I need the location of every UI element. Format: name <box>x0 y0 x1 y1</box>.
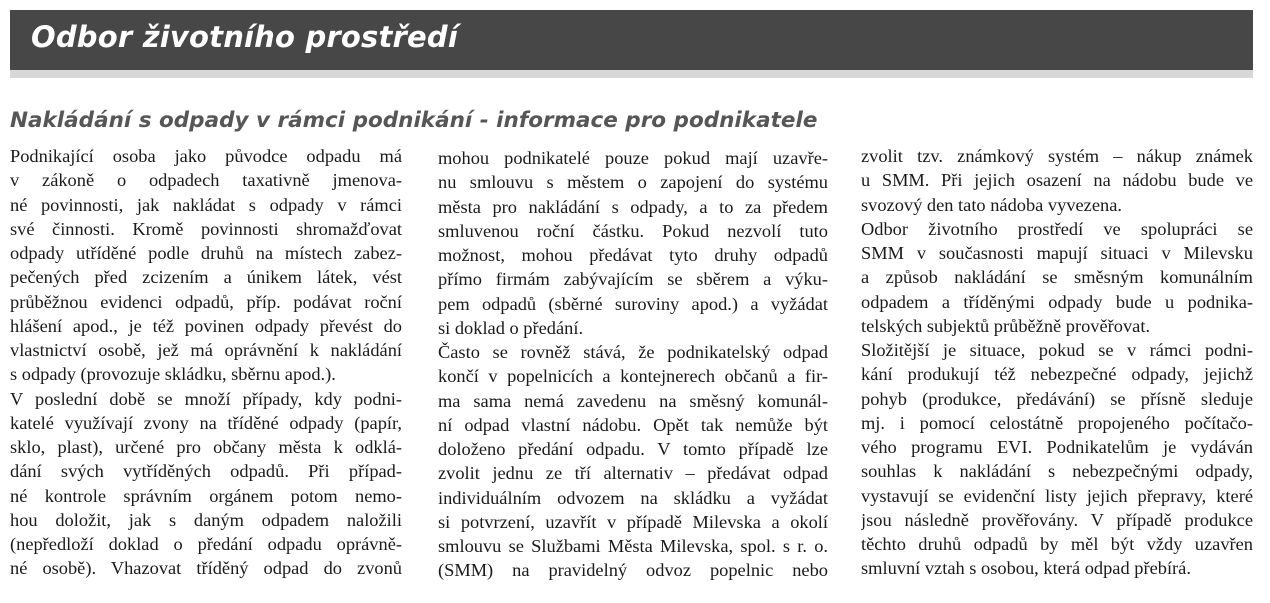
text-line: jsou následně prověřovány. V případě produkce <box>861 509 1253 530</box>
text-line: v zákoně o odpadech taxativně jmenova- <box>10 170 402 191</box>
text-line: individuálním odvozem na skládku a vyžádat <box>438 487 828 508</box>
text-line: přímo firmám zabývajícím se sběrem a výku- <box>438 269 828 290</box>
text-line: možnost, mohou předávat tyto druhy odpadů <box>438 245 828 265</box>
section-header <box>10 10 1253 78</box>
text-line: si potvrzení, uzavřít v případě Milevska a okolí <box>438 511 828 532</box>
text-line: né kontrole správním orgánem potom nemo- <box>10 485 402 506</box>
text-line: SMM v současnosti mapují situaci v Milevsku <box>861 243 1253 263</box>
text-line: odpady utříděné podle druhů na místech zabez- <box>10 243 402 263</box>
text-line: ní odpad vlastní nádobu. Opět tak nemůže být <box>438 414 828 435</box>
text-line: pečených před zcizením a únikem látek, vést <box>10 267 402 288</box>
article-title: Nakládání s odpady v rámci podnikání - informace pro podnikatele <box>10 108 818 133</box>
text-line: (SMM) na pravidelný odvoz popelnic nebo <box>438 560 828 581</box>
text-line: s odpady (provozuje skládku, sběrnu apod.). <box>10 364 336 385</box>
text-line: Odbor životního prostředí ve spolupráci se <box>861 218 1253 239</box>
text-line: smlouvu se Službami Města Milevska, spol. s r. o. <box>438 536 828 556</box>
text-line: Často se rovněž stává, že podnikatelský odpad <box>438 342 828 362</box>
text-line: pohyb (produkce, předávání) se přísně sleduje <box>861 388 1253 409</box>
text-line: zvolit tzv. známkový systém – nákup známek <box>861 146 1253 166</box>
text-line: své činnosti. Kromě povinnosti shromažďovat <box>10 218 402 239</box>
text-line: svozový den tato nádoba vyvezena. <box>861 194 1122 215</box>
text-line: smluvní vztah s osobou, která odpad přebírá. <box>861 558 1191 579</box>
article-column-3 <box>861 144 1253 581</box>
text-line: zvolit jednu ze tří alternativ – předávat odpad <box>438 463 828 484</box>
text-line: si doklad o předání. <box>438 317 584 338</box>
text-line: průběžnou evidenci odpadů, příp. podávat roční <box>10 291 402 312</box>
text-line: smluvenou roční částku. Pokud nezvolí tuto <box>438 220 828 241</box>
text-line: vystavují se evidenční listy jejich přepravy, které <box>861 485 1253 506</box>
text-line: ma sama nemá zavedenu na směsný komunál- <box>438 390 828 411</box>
text-line: končí v popelnicích a kontejnerech občanů a fir- <box>438 366 828 387</box>
section-title: Odbor životního prostředí <box>31 20 459 54</box>
article-column-2 <box>438 146 828 583</box>
text-line: telských subjektů průběžně prověřovat. <box>861 315 1151 336</box>
text-line: a způsob nakládání se směsným komunálním <box>861 267 1253 288</box>
text-line: města pro nakládání s odpady, a to za předem <box>438 196 828 217</box>
text-line: souhlas k nakládání s nebezpečnými odpady, <box>861 461 1253 482</box>
article-column-1 <box>10 144 402 581</box>
text-line: hou doložit, jak s daným odpadem naložili <box>10 509 402 530</box>
text-line: kání produkují též nebezpečné odpady, jejichž <box>861 364 1253 385</box>
text-line: mj. i pomocí celostátně propojeného počítačo- <box>861 412 1253 433</box>
text-line: nu smlouvu s městem o zapojení do systému <box>438 172 828 193</box>
text-line: dání svých vytříděných odpadů. Při případ- <box>10 461 402 482</box>
text-line: odpadem a tříděnými odpady bude u podnika- <box>861 291 1253 312</box>
text-line: né osobě). Vhazovat tříděný odpad do zvonů <box>10 558 402 579</box>
text-line: doloženo předání odpadu. V tomto případě lze <box>438 439 828 459</box>
text-line: u SMM. Při jejich osazení na nádobu bude ve <box>861 170 1253 191</box>
text-line: Složitější je situace, pokud se v rámci podni- <box>861 340 1253 360</box>
text-line: (nepředloží doklad o předání odpadu oprávně- <box>10 534 402 554</box>
text-line: mohou podnikatelé pouze pokud mají uzavře- <box>438 148 828 168</box>
text-line: né povinnosti, jak nakládat s odpady v rámci <box>10 194 402 215</box>
text-line: V poslední době se množí případy, kdy podni- <box>10 388 402 409</box>
text-line: katelé využívají zvony na tříděné odpady (papír, <box>10 412 402 433</box>
text-line: hlášení apod., je též povinen odpady převést do <box>10 315 402 336</box>
text-line: sklo, plast), určené pro občany města k odklá- <box>10 437 402 457</box>
text-line: vlastnictví osobě, jež má oprávnění k nakládání <box>10 340 402 360</box>
text-line: pem odpadů (sběrné suroviny apod.) a vyžádat <box>438 293 828 314</box>
text-line: těchto druhů odpadů by měl být vždy uzavřen <box>861 534 1253 554</box>
text-line: Podnikající osoba jako původce odpadu má <box>10 146 402 166</box>
text-line: vého programu EVI. Podnikatelům je vydáván <box>861 437 1253 457</box>
